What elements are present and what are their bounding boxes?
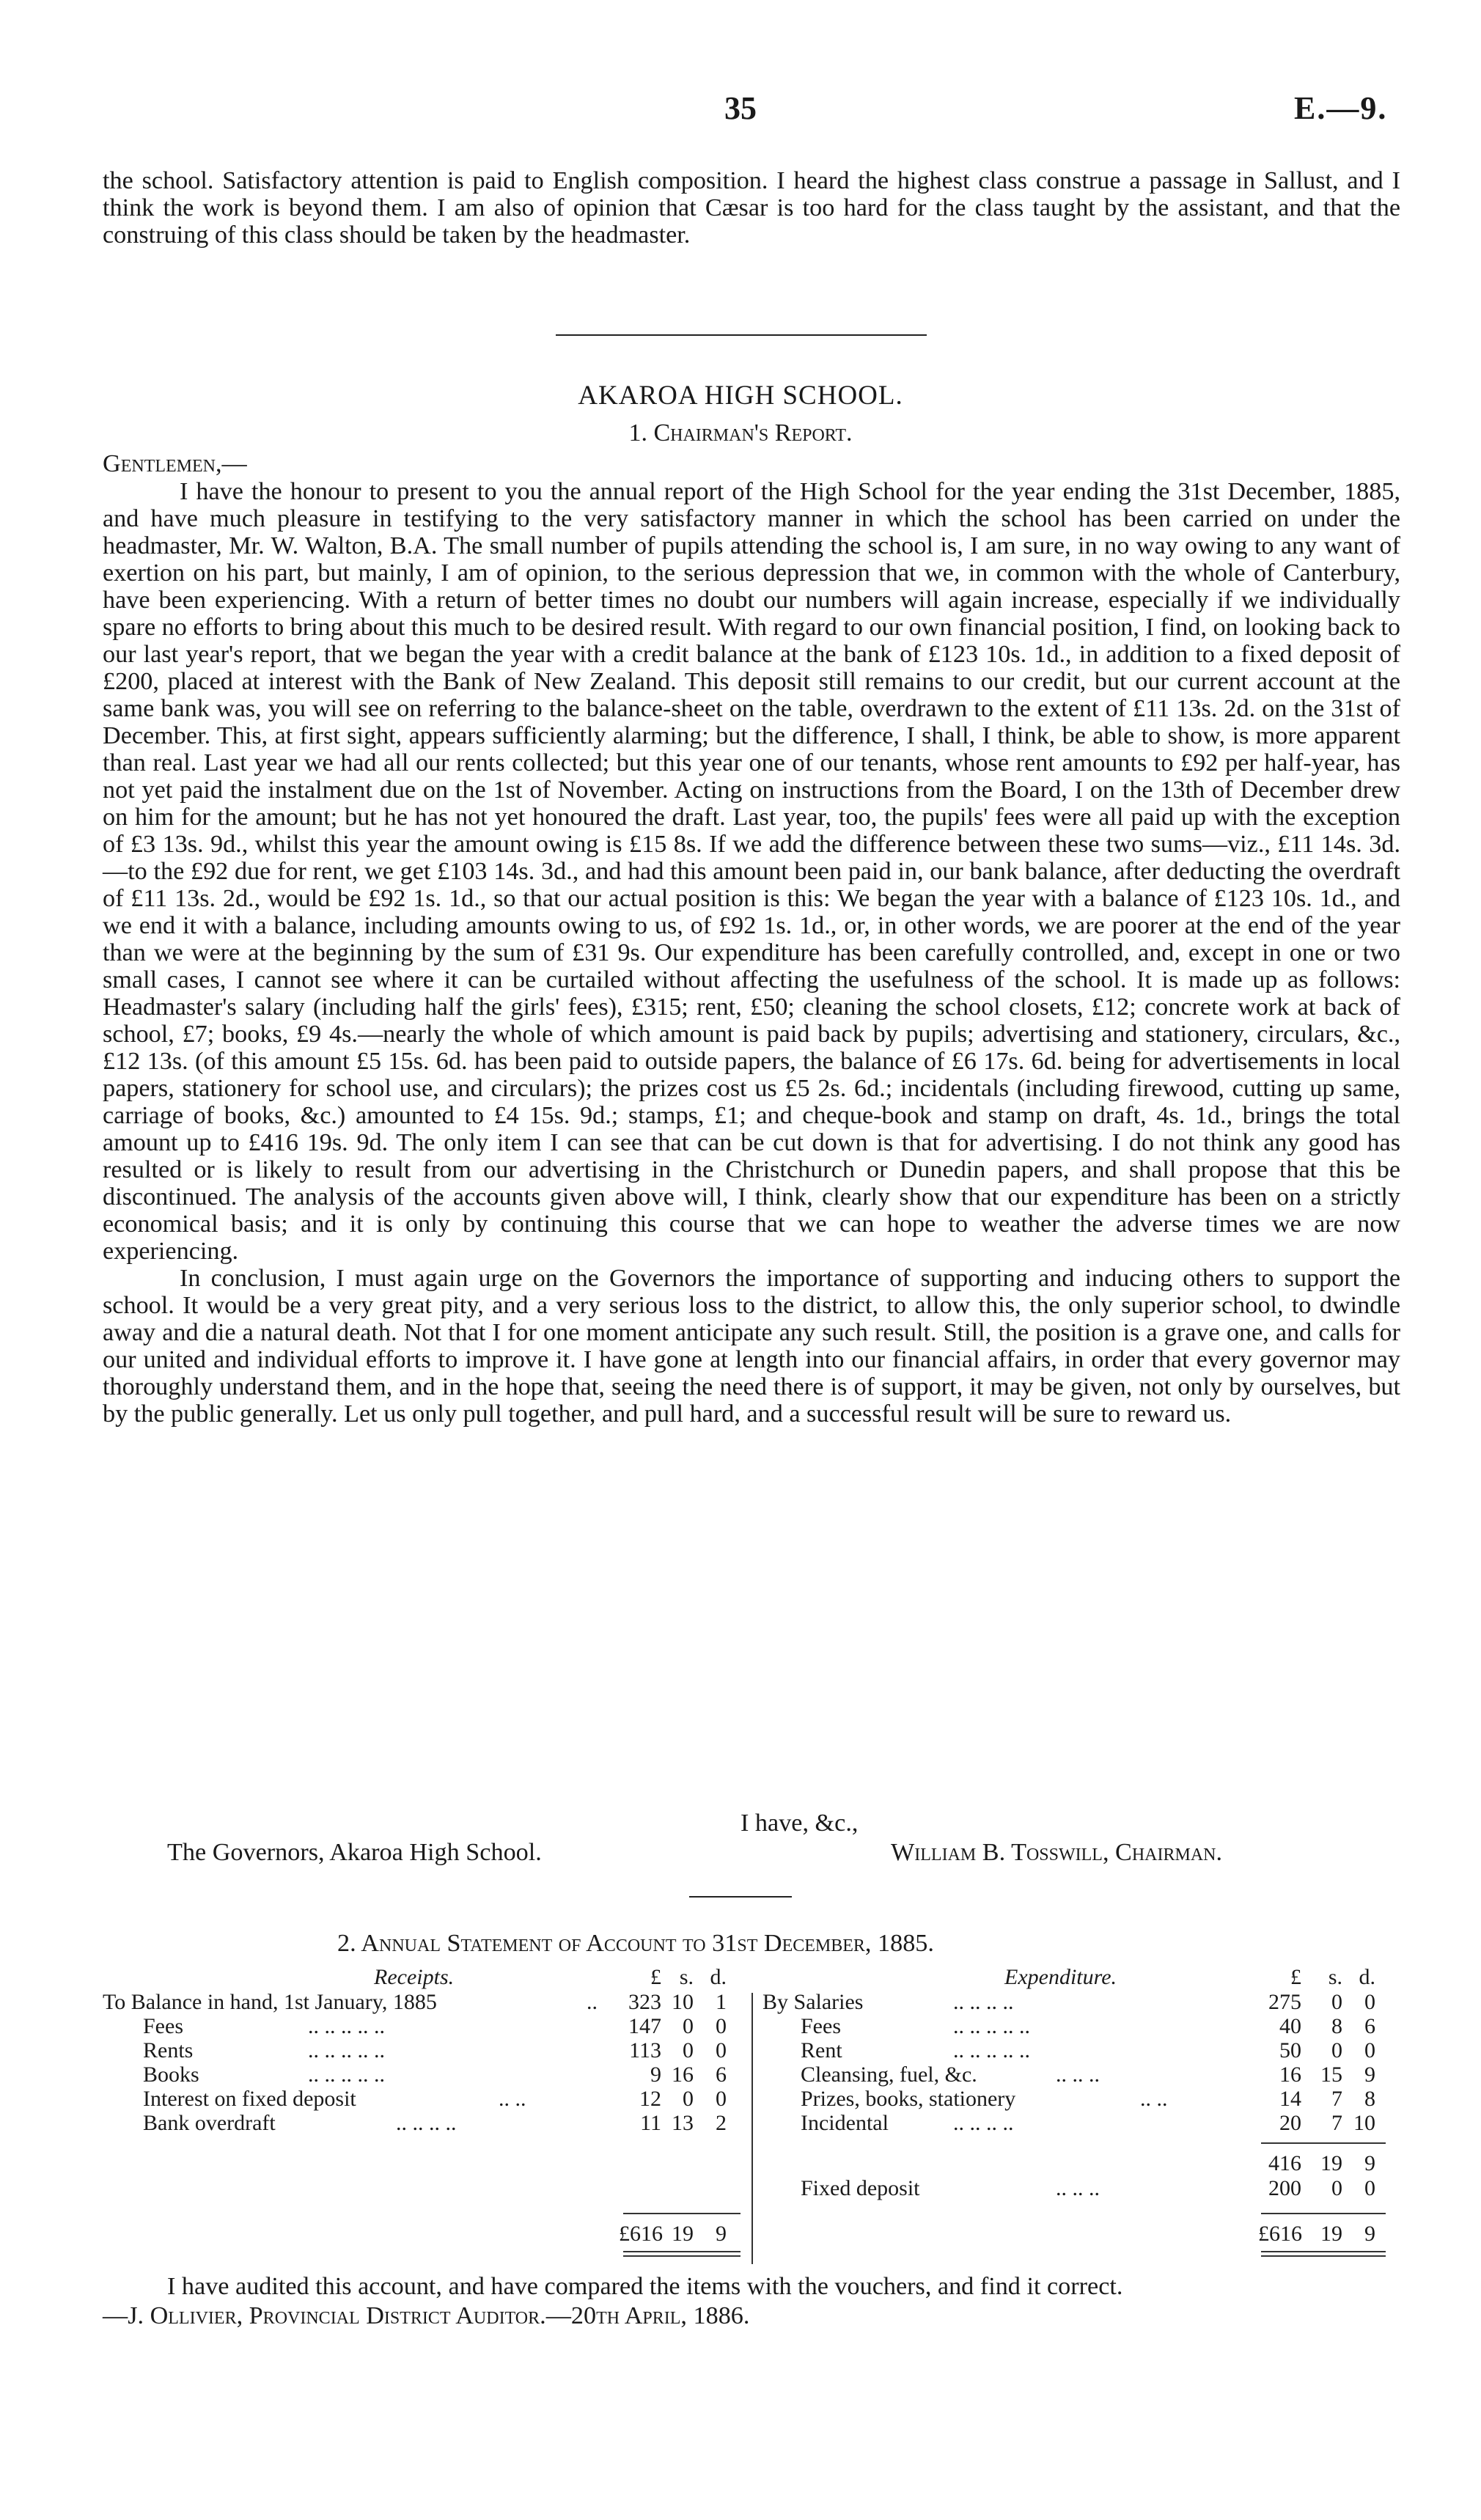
receipt-leader: .. .. .. .. .. [308,2062,385,2087]
receipt-shillings: 16 [672,2062,694,2087]
column-separator [751,1993,753,2264]
signature: William B. Tosswill, Chairman. [891,1839,1223,1866]
receipt-leader: .. .. .. .. .. [308,2038,385,2062]
page-number: 35 [724,90,757,126]
expenditure-leader: .. .. .. .. [953,2111,1014,2135]
expenditure-pence: 0 [1364,2038,1375,2062]
expenditure-label: Prizes, books, stationery [801,2087,1016,2111]
expenditure-pounds: 40 [1279,2014,1301,2038]
expenditure-label: Incidental [801,2111,889,2135]
receipts-double-rule [623,2251,740,2257]
receipt-leader: .. .. .. .. [396,2111,457,2135]
receipt-pence: 1 [716,1990,727,2014]
expenditure-leader: .. .. .. [1056,2062,1100,2087]
expenditure-total-rule [1261,2213,1386,2214]
expenditure-label: By Salaries [762,1990,864,2014]
receipt-pence: 0 [716,2038,727,2062]
expenditure-label: Fees [801,2014,841,2038]
receipt-pence: 0 [716,2087,727,2111]
expenditure-pounds-header: £ [1290,1965,1301,1989]
receipts-total-shillings: 19 [672,2222,694,2246]
receipt-shillings: 0 [683,2087,694,2111]
receipts-total-pounds: £616 [619,2222,663,2246]
expenditure-pounds: 20 [1279,2111,1301,2135]
intro-paragraph-text: the school. Satisfactory attention is paid to English composition. I heard the highest class construe a passage in Sallust, and I think the work is beyond them. I am also of opinion that Cæsar is too hard for the class taught by the assistant, and that the construing of this class should be taken by the headmaster. [103,167,1400,249]
receipt-leader: .. .. [499,2087,526,2111]
expenditure-leader: .. .. .. .. .. [953,2038,1030,2062]
expenditure-pence: 10 [1353,2111,1375,2135]
expenditure-total-pounds: £616 [1258,2222,1302,2246]
report-paragraph-1: I have the honour to present to you the annual report of the High School for the year ending the 31st December, 1885, and have much pleasure in testifying to the very satisfactory manner in which the school has been carried on under the headmaster, Mr. W. Walton, B.A. The small number of pupils attending the school is, I am sure, in no way owing to any want of exertion on his part, but mainly, I am of opinion, to the serious depression that we, in common with the whole of Canterbury, have been experiencing. With a return of better times no doubt our numbers will again increase, especially if we individually spare no efforts to bring about this much to be desired result. With regard to our own financial position, I find, on looking back to our last year's report, that we began the year with a credit balance at the bank of £123 10s. 1d., in addition to a fixed deposit of £200, placed at interest with the Bank of New Zealand. This deposit still remains to our credit, but our current account at the same bank was, you will see on referring to the balance-sheet on the table, overdrawn to the extent of £11 13s. 2d. on the 31st of December. This, at first sight, appears sufficiently alarming; but the difference, I shall, I think, be able to show, is more apparent than real. Last year we had all our rents collected; but this year one of our tenants, whose rent amounts to £92 per half-year, has not yet paid the instalment due on the 1st of November. Acting on instructions from the Board, I on the 13th of December drew on him for the amount; but he has not yet honoured the draft. Last year, too, the pupils' fees were all paid up with the exception of £3 13s. 9d., whilst this year the amount owing is £15 8s. If we add the difference between these two sums—viz., £11 14s. 3d.—to the £92 due for rent, we get £103 14s. 3d., and had this amount been paid in, our bank balance, after deducting the overdraft of £11 13s. 2d., would be £92 1s. 1d., so that our actual position is this: We began the year with a balance of £123 10s. 1d., and we end it with a balance, including amounts owing to us, of £92 1s. 1d., or, in other words, we are poorer at the end of the year than we were at the beginning by the sum of £31 9s. Our expenditure has been carefully controlled, and, except in one or two small cases, I cannot see where it can be curtailed without affecting the usefulness of the school. It is made up as follows: Headmaster's salary (including half the girls' fees), £315; rent, £50; cleaning the school closets, £12; concrete work at back of school, £7; books, £9 4s.—nearly the whole of which amount is paid back by pupils; advertising and stationery, circulars, &c., £12 13s. (of this amount £5 15s. 6d. has been paid to outside papers, the balance of £6 17s. 6d. being for advertisements in local papers, stationery for school use, and circulars); the prizes cost us £5 2s. 6d.; incidentals (including firewood, cutting up same, carriage of books, &c.) amounted to £4 15s. 9d.; stamps, £1; and cheque-book and stamp on draft, 4s. 1d., brings the total amount up to £416 19s. 9d. The only item I can see that can be cut down is that for advertising. I do not think any good has resulted or is likely to result from our advertising in the Christchurch or Dunedin papers, and shall propose that this be discontinued. The analysis of the accounts given above will, I think, clearly show that our expenditure has been on a strictly economical basis; and it is only by continuing this course that we can hope to weather the adverse times we are now experiencing. [103,478,1401,1265]
receipt-shillings: 10 [672,1990,694,2014]
receipt-shillings: 13 [672,2111,694,2135]
salutation: Gentlemen,— [103,450,247,477]
expenditure-shillings: 7 [1331,2111,1342,2135]
expenditure-shillings: 15 [1320,2062,1342,2087]
expenditure-pounds: 16 [1279,2062,1301,2087]
expenditure-shillings: 0 [1331,1990,1342,2014]
expenditure-shillings: 7 [1331,2087,1342,2111]
expenditure-heading: Expenditure. [1004,1965,1117,1989]
expenditure-leader: .. .. [1140,2087,1168,2111]
expenditure-pounds: 14 [1279,2087,1301,2111]
expenditure-pence: 9 [1364,2062,1375,2087]
audit-note: I have audited this account, and have compared the items with the vouchers, and find it correct. [167,2273,1123,2300]
expenditure-pence-header: d. [1359,1965,1375,1989]
receipt-label: Bank overdraft [143,2111,276,2135]
receipt-pence: 2 [716,2111,727,2135]
fixed-deposit-pounds: 200 [1268,2176,1301,2200]
intro-paragraph [103,167,1400,249]
receipts-shillings-header: s. [679,1965,694,1989]
receipt-leader: .. .. .. .. .. [308,2014,385,2038]
expenditure-pounds: 50 [1279,2038,1301,2062]
expenditure-label: Rent [801,2038,842,2062]
receipt-pence: 0 [716,2014,727,2038]
receipt-shillings: 0 [683,2038,694,2062]
expenditure-shillings: 0 [1331,2038,1342,2062]
report-paragraph-2: In conclusion, I must again urge on the Governors the importance of supporting and inducing others to support the school. It would be a very great pity, and a very serious loss to the district, to allow this, the only superior school, to dwindle away and die a natural death. Not that I for one moment anticipate any such result. Still, the position is a grave one, and calls for our united and individual efforts to improve it. I have gone at length into our financial affairs, in order that every governor may thoroughly understand them, and in the hope that, seeing the need there is of support, it may be given, not only by ourselves, but by the public generally. Let us only pull together, and pull hard, and a successful result will be sure to reward us. [103,1265,1400,1428]
receipt-pounds: 113 [629,2038,661,2062]
fixed-deposit-shillings: 0 [1331,2176,1342,2200]
expenditure-total-pence: 9 [1364,2222,1375,2246]
closing-formula: I have, &c., [740,1810,859,1837]
receipt-shillings: 0 [683,2014,694,2038]
section-divider [556,334,927,336]
document-reference: E.—9. [1294,90,1388,126]
receipt-pounds: 147 [628,2014,661,2038]
section-subtitle: 1. Chairman's Report. [628,419,853,447]
receipt-pounds: 12 [639,2087,661,2111]
expenditure-subtotal-shillings: 19 [1320,2151,1342,2175]
expenditure-pence: 6 [1364,2014,1375,2038]
expenditure-pence: 0 [1364,1990,1375,2014]
expenditure-pounds: 275 [1268,1990,1301,2014]
short-divider [689,1896,792,1898]
report-body [103,478,1400,1428]
expenditure-subtotal-pence: 9 [1364,2151,1375,2175]
account-title: 2. Annual Statement of Account to 31st December, 1885. [337,1930,934,1957]
addressee: The Governors, Akaroa High School. [167,1839,542,1866]
expenditure-double-rule [1261,2251,1386,2257]
receipt-label: Rents [143,2038,194,2062]
receipts-total-rule [623,2213,740,2214]
expenditure-subtotal-pounds: 416 [1268,2151,1301,2175]
section-title: AKAROA HIGH SCHOOL. [578,381,903,411]
expenditure-shillings: 8 [1331,2014,1342,2038]
expenditure-total-shillings: 19 [1320,2222,1342,2246]
receipts-pence-header: d. [710,1965,727,1989]
audit-signature: —J. Ollivier, Provincial District Auditor.—20th April, 1886. [103,2302,750,2329]
receipt-pounds: 11 [640,2111,661,2135]
expenditure-pence: 8 [1364,2087,1375,2111]
expenditure-label: Cleansing, fuel, &c. [801,2062,977,2087]
receipt-leader: .. [587,1990,598,2014]
fixed-deposit-label: Fixed deposit [801,2176,920,2200]
receipt-label: Books [143,2062,199,2087]
receipt-label: Interest on fixed deposit [143,2087,356,2111]
subtotal-rule [1261,2142,1386,2144]
receipt-label: To Balance in hand, 1st January, 1885 [103,1990,437,2014]
expenditure-leader: .. .. .. .. .. [953,2014,1030,2038]
receipts-heading: Receipts. [374,1965,455,1989]
expenditure-shillings-header: s. [1328,1965,1342,1989]
receipt-pence: 6 [716,2062,727,2087]
receipt-pounds: 9 [650,2062,661,2087]
receipts-pounds-header: £ [650,1965,661,1989]
expenditure-leader: .. .. .. .. [953,1990,1014,2014]
receipts-total-pence: 9 [716,2222,727,2246]
receipt-label: Fees [143,2014,183,2038]
fixed-deposit-pence: 0 [1364,2176,1375,2200]
receipt-pounds: 323 [628,1990,661,2014]
fixed-deposit-leader: .. .. .. [1056,2176,1100,2200]
